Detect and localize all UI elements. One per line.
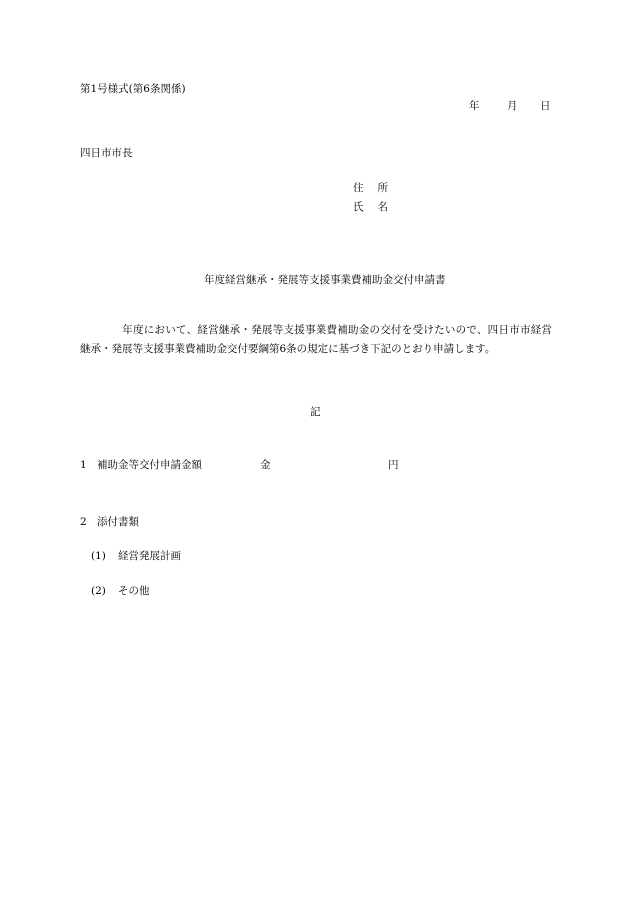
- form-number: 第1号様式(第6条関係): [80, 83, 186, 95]
- item2-sub2-number: (2): [91, 585, 106, 597]
- document-title: 年度経営継承・発展等支援事業費補助金交付申請書: [204, 274, 446, 286]
- address-char-1: 住: [353, 182, 364, 194]
- item1-en: 円: [388, 459, 399, 471]
- item1-label: 補助金等交付申請金額: [97, 459, 202, 471]
- name-label: [353, 200, 388, 214]
- item2-sub2-label: その他: [118, 585, 150, 597]
- item2-sub1-label: 経営発展計画: [118, 550, 181, 562]
- item2-sub1-number: (1): [91, 550, 106, 562]
- item2-number: 2: [80, 516, 87, 528]
- ki-heading: 記: [310, 406, 321, 418]
- item1-kin: 金: [260, 459, 271, 471]
- address-char-2: 所: [377, 182, 388, 194]
- item2-label: 添付書類: [97, 516, 139, 528]
- name-char-1: 氏: [353, 201, 364, 213]
- body-paragraph: [80, 321, 552, 359]
- date-day: 日: [540, 100, 551, 112]
- date-month: 月: [507, 100, 518, 112]
- addressee: 四日市市長: [80, 147, 133, 159]
- name-char-2: 名: [377, 201, 388, 213]
- body-text: 年度において、経営継承・発展等支援事業費補助金の交付を受けたいので、四日市市経営継承・発展等支援事業費補助金交付要綱第6条の規定に基づき下記のとおり申請します。: [80, 324, 552, 355]
- address-label: [353, 181, 388, 195]
- item1-number: 1: [80, 459, 87, 471]
- date-year: 年: [469, 100, 480, 112]
